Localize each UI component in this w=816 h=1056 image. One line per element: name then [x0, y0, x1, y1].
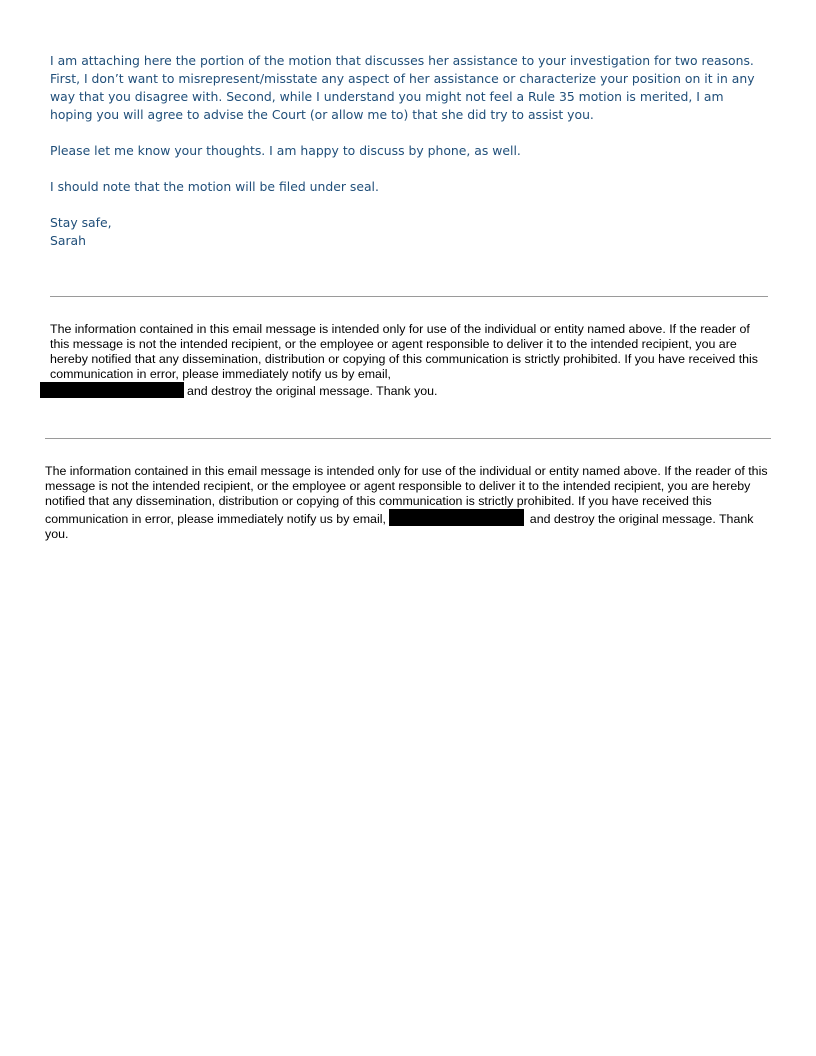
redacted-email-block	[389, 509, 524, 526]
notice-text-end: and destroy the original message. Thank you.	[187, 384, 438, 398]
email-paragraph: I should note that the motion will be filed under seal.	[50, 179, 379, 194]
notice-text: The information contained in this email message is intended only for use of the individual or entity named above. If the reader of this message is not the intended recipient, or the employee or agent responsible to deliver it to the intended recipient, you are hereby notified that any dissemination, distribution or copying of this communication is strictly prohibited. If you have received this communication in error, please immediately notify us by email,	[50, 322, 759, 381]
email-closing: Stay safe,	[50, 215, 112, 230]
notice-text-end: and destroy the original message. Thank you.	[45, 512, 754, 541]
notice-text: The information contained in this email message is intended only for use of the individual or entity named above. If the reader of this message is not the intended recipient, or the employee or agent responsible to deliver it to the intended recipient, you are hereby notified that any dissemination, distribution or copying of this communication is strictly prohibited. If you have received this communication in error, please immediately notify us by email,	[45, 464, 768, 526]
divider	[50, 296, 768, 297]
email-body	[50, 52, 768, 250]
email-paragraph: I am attaching here the portion of the motion that discusses her assistance to your investigation for two reasons. First, I don’t want to misrepresent/misstate any aspect of her assistance or characterize your position on it in any way that you disagree with. Second, while I understand you might not feel a Rule 35 motion is merited, I am hoping you will agree to advise the Court (or allow me to) that she did try to assist you.	[50, 53, 755, 122]
divider	[45, 438, 771, 439]
redacted-email-block	[40, 382, 184, 398]
confidentiality-notice	[50, 322, 760, 399]
email-signature: Sarah	[50, 233, 86, 248]
confidentiality-notice	[45, 464, 771, 542]
email-paragraph: Please let me know your thoughts. I am happy to discuss by phone, as well.	[50, 143, 521, 158]
